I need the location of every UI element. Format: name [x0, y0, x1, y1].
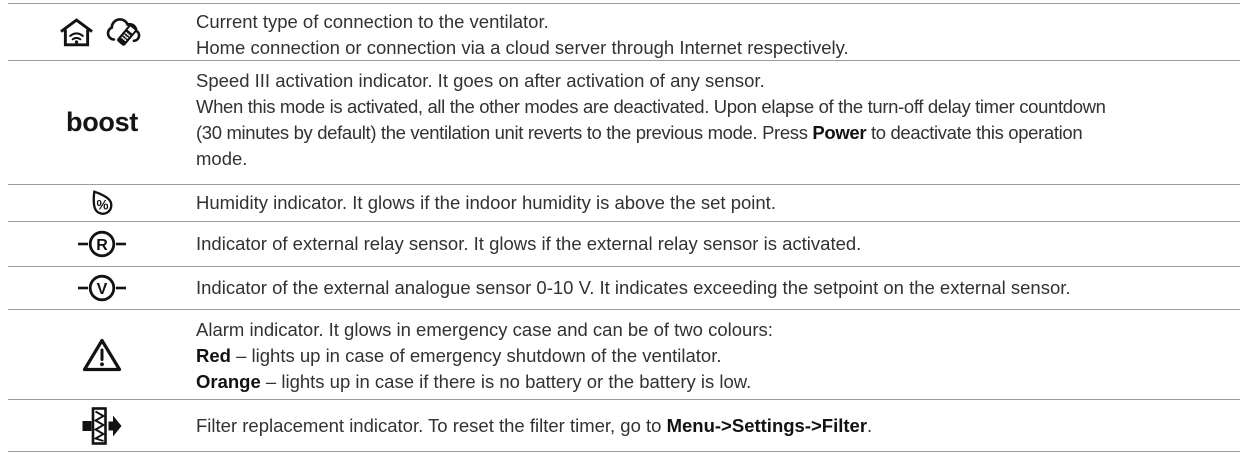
description-line: Current type of connection to the ventilator. — [196, 11, 549, 32]
table-row-alarm — [8, 310, 1240, 400]
home-wifi-icon — [58, 17, 95, 48]
description-line — [196, 343, 1234, 369]
text-segment: . — [867, 414, 873, 436]
relay-letter: R — [96, 236, 108, 254]
table-row-analogue — [8, 267, 1240, 310]
description-cell — [196, 61, 1240, 184]
description-line — [196, 120, 1234, 146]
icon-cell — [8, 400, 196, 451]
icon-cell — [8, 185, 196, 221]
description-line — [196, 369, 1234, 395]
text-segment: – lights up in case of emergency shutdown of the ventilator. — [230, 345, 722, 366]
boost-label: boost — [66, 107, 138, 137]
icon-cell — [8, 267, 196, 309]
description-cell — [196, 310, 1240, 399]
humidity-drop-icon — [87, 187, 117, 219]
description-line: Home connection or connection via a cloud server through Internet respectively. — [196, 37, 849, 58]
description-cell — [196, 4, 1240, 60]
indicator-table — [8, 3, 1240, 452]
orange-keyword: Orange — [196, 371, 261, 392]
table-row-filter — [8, 400, 1240, 452]
table-row-humidity — [8, 185, 1240, 222]
description-cell — [196, 222, 1240, 266]
alarm-warning-icon — [81, 336, 123, 374]
description-line: Speed III activation indicator. It goes on after activation of any sensor. — [196, 70, 765, 91]
analogue-letter: V — [96, 280, 108, 298]
table-row-relay — [8, 222, 1240, 267]
description-line: Indicator of the external analogue sensor 0-10 V. It indicates exceeding the setpoint on the external sensor. — [196, 277, 1071, 298]
description-cell — [196, 185, 1240, 221]
description-line — [196, 413, 1234, 439]
description-line: mode. — [196, 148, 248, 169]
icon-cell — [8, 310, 196, 399]
text-segment: to deactivate this operation — [866, 122, 1083, 143]
description-line: Humidity indicator. It glows if the indoor humidity is above the set point. — [196, 192, 776, 213]
analogue-sensor-icon — [78, 272, 126, 304]
description-line: Indicator of external relay sensor. It glows if the external relay sensor is activated. — [196, 233, 862, 254]
icon-cell — [8, 61, 196, 184]
text-segment: (30 minutes by default) the ventilation unit reverts to the previous mode. Press — [196, 122, 813, 143]
description-cell — [196, 267, 1240, 309]
menu-path-keyword: Menu->Settings->Filter — [666, 414, 868, 436]
power-keyword: Power — [812, 122, 867, 143]
table-row-boost — [8, 61, 1240, 185]
text-segment: – lights up in case if there is no battery or the battery is low. — [260, 371, 752, 392]
icon-cell — [8, 222, 196, 266]
percent-symbol: % — [96, 197, 109, 213]
icon-cell — [8, 4, 196, 60]
description-cell — [196, 400, 1240, 451]
table-row-connection — [8, 4, 1240, 61]
filter-replacement-icon — [80, 405, 124, 447]
text-segment: Filter replacement indicator. To reset the filter timer, go to — [196, 414, 667, 436]
cloud-phone-icon — [105, 14, 147, 51]
description-line: Alarm indicator. It glows in emergency case and can be of two colours: — [196, 319, 773, 340]
red-keyword: Red — [196, 345, 231, 366]
relay-sensor-icon — [78, 228, 126, 260]
description-line: When this mode is activated, all the other modes are deactivated. Upon elapse of the turn-off delay timer countdown — [196, 96, 1106, 117]
